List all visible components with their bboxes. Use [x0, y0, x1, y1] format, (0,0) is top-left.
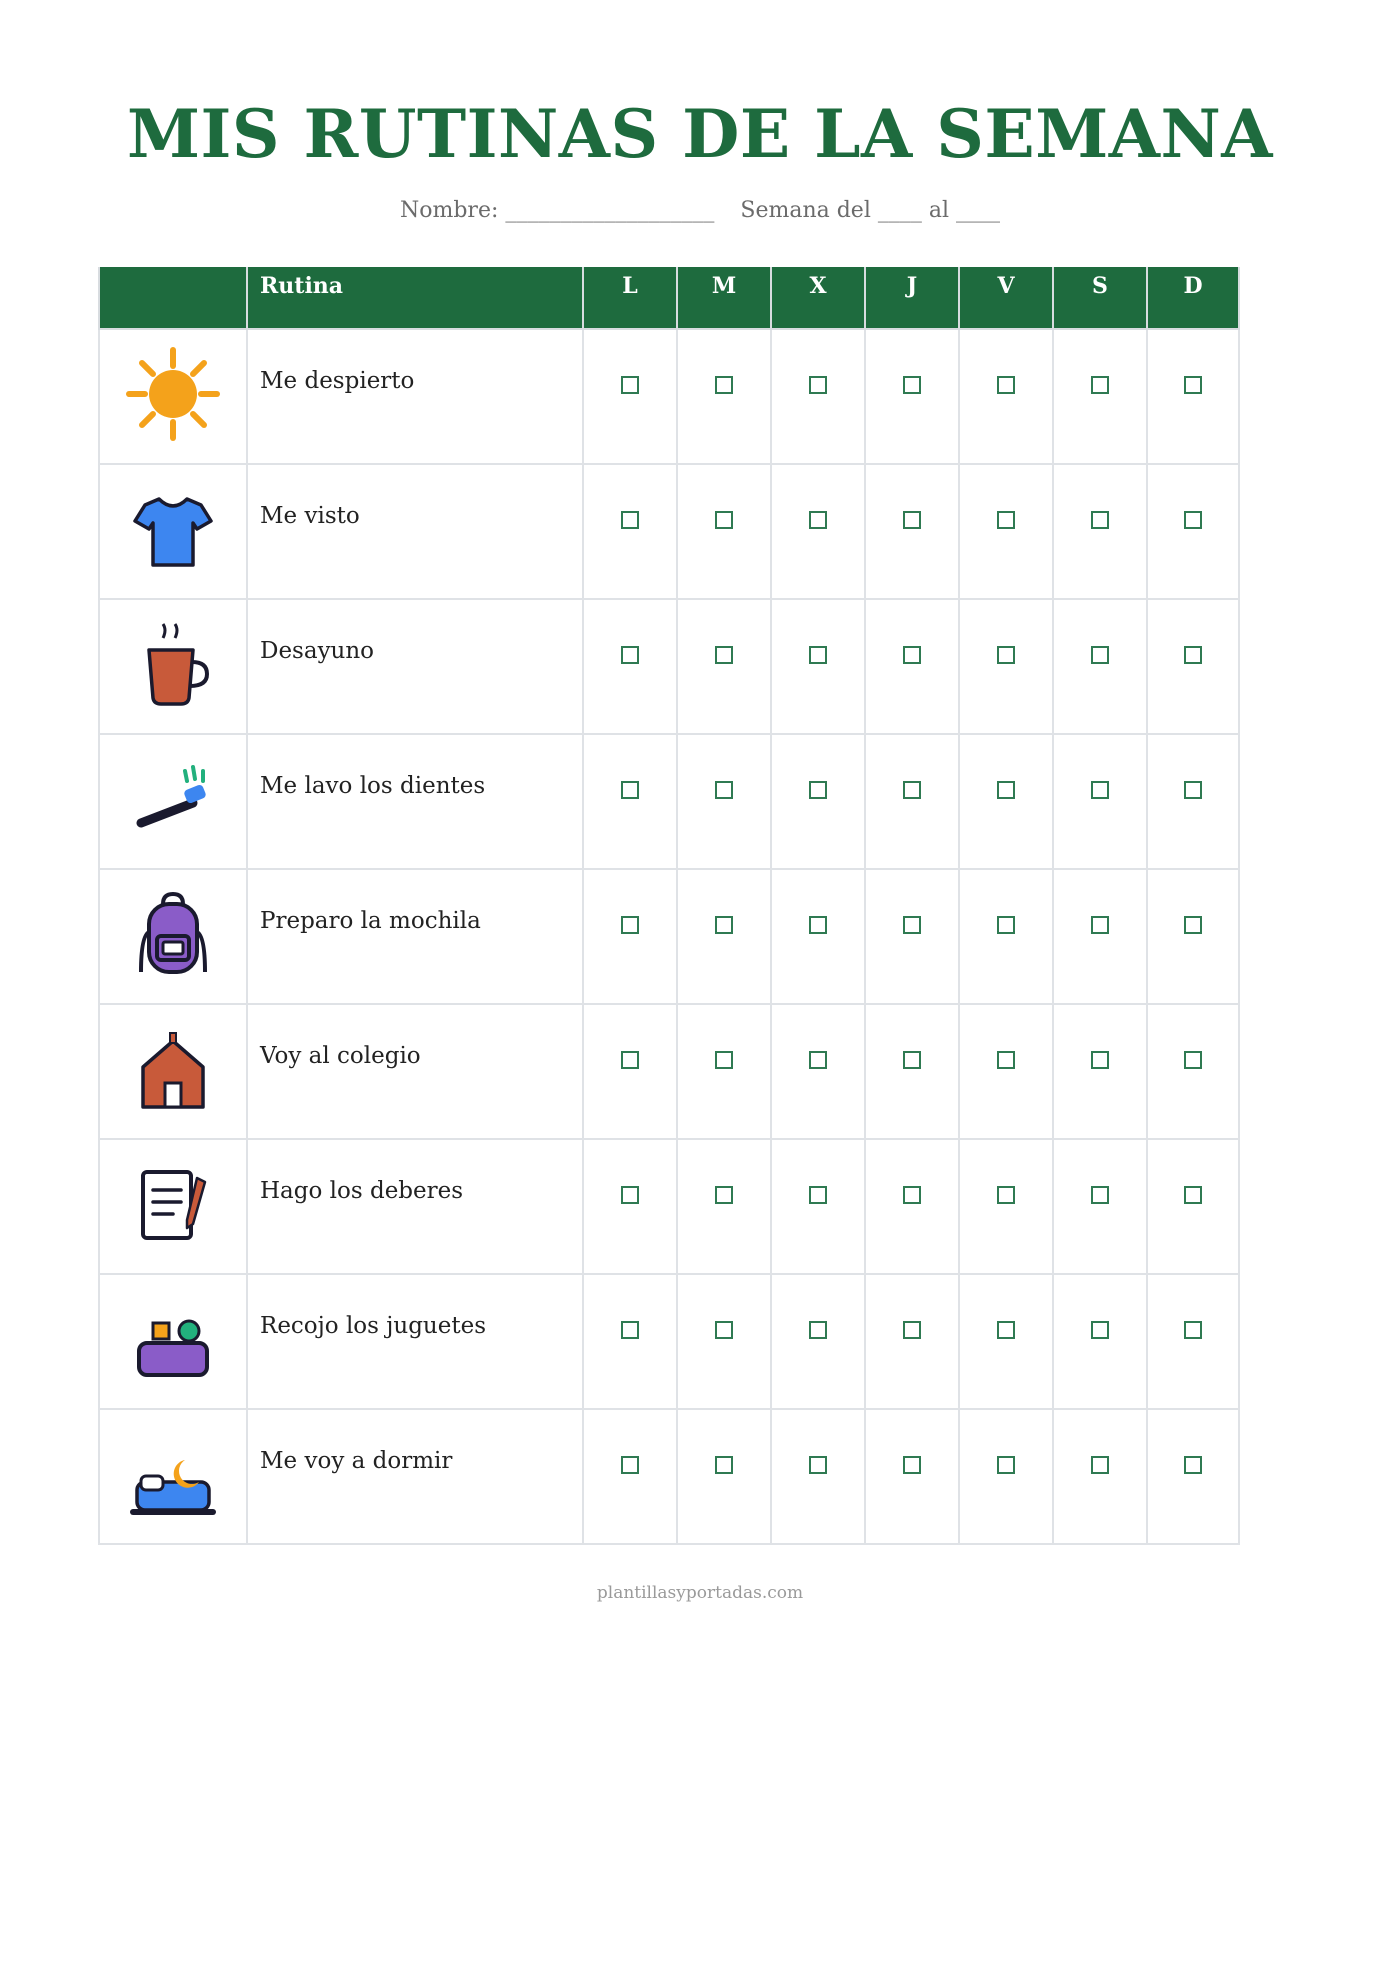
check-cell: [1053, 1139, 1147, 1274]
check-cell: [1053, 464, 1147, 599]
checkbox-v[interactable]: [997, 781, 1015, 799]
check-cell: [1147, 869, 1239, 1004]
checkbox-x[interactable]: [809, 646, 827, 664]
check-cell: [583, 1004, 677, 1139]
checkbox-d[interactable]: [1184, 1456, 1202, 1474]
check-cell: [771, 869, 865, 1004]
check-cell: [1147, 329, 1239, 464]
check-cell: [959, 734, 1053, 869]
table-row: [99, 1274, 1239, 1409]
checkbox-x[interactable]: [809, 1186, 827, 1204]
checkbox-v[interactable]: [997, 646, 1015, 664]
check-cell: [865, 1139, 959, 1274]
checkbox-m[interactable]: [715, 376, 733, 394]
sun-icon: [123, 429, 223, 448]
check-cell: [1053, 869, 1147, 1004]
check-cell: [677, 1409, 771, 1544]
check-cell: [865, 1274, 959, 1409]
check-cell: [677, 329, 771, 464]
check-cell: [959, 1409, 1053, 1544]
check-cell: [771, 329, 865, 464]
checkbox-d[interactable]: [1184, 1321, 1202, 1339]
checkbox-j[interactable]: [903, 1186, 921, 1204]
check-cell: [1053, 329, 1147, 464]
check-cell: [959, 1004, 1053, 1139]
check-cell: [771, 1409, 865, 1544]
checkbox-l[interactable]: [621, 1186, 639, 1204]
check-cell: [583, 1139, 677, 1274]
checkbox-m[interactable]: [715, 781, 733, 799]
check-cell: [677, 1139, 771, 1274]
checkbox-v[interactable]: [997, 1456, 1015, 1474]
checkbox-d[interactable]: [1184, 916, 1202, 934]
icon-cell: [99, 1004, 247, 1139]
check-cell: [865, 464, 959, 599]
icon-column-header: [99, 267, 247, 329]
day-header-l: L: [583, 267, 677, 329]
check-cell: [1053, 1004, 1147, 1139]
checkbox-j[interactable]: [903, 646, 921, 664]
icon-cell: [99, 1409, 247, 1544]
checkbox-l[interactable]: [621, 646, 639, 664]
table-row: [99, 599, 1239, 734]
checkbox-s[interactable]: [1091, 1051, 1109, 1069]
check-cell: [771, 734, 865, 869]
checkbox-d[interactable]: [1184, 1186, 1202, 1204]
routine-label: Hago los deberes: [247, 1139, 583, 1274]
check-cell: [959, 869, 1053, 1004]
checkbox-d[interactable]: [1184, 511, 1202, 529]
homework-icon: [123, 1239, 223, 1258]
check-cell: [959, 329, 1053, 464]
check-cell: [583, 734, 677, 869]
check-cell: [1053, 1409, 1147, 1544]
check-cell: [677, 1004, 771, 1139]
check-cell: [959, 1274, 1053, 1409]
mug-icon: [123, 699, 223, 718]
checkbox-x[interactable]: [809, 376, 827, 394]
checkbox-j[interactable]: [903, 781, 921, 799]
checkbox-l[interactable]: [621, 916, 639, 934]
checkbox-m[interactable]: [715, 916, 733, 934]
check-cell: [583, 1274, 677, 1409]
table-row: [99, 1409, 1239, 1544]
check-cell: [677, 734, 771, 869]
table-header-row: [99, 267, 1239, 329]
routine-label: Me voy a dormir: [247, 1409, 583, 1544]
checkbox-s[interactable]: [1091, 646, 1109, 664]
checkbox-x[interactable]: [809, 781, 827, 799]
checkbox-l[interactable]: [621, 1456, 639, 1474]
checkbox-v[interactable]: [997, 1186, 1015, 1204]
checkbox-s[interactable]: [1091, 511, 1109, 529]
routine-label: Me lavo los dientes: [247, 734, 583, 869]
footer-source: plantillasyportadas.com: [596, 1583, 804, 1603]
check-cell: [1147, 734, 1239, 869]
checkbox-v[interactable]: [997, 1321, 1015, 1339]
icon-cell: [99, 1274, 247, 1409]
bed-icon: [123, 1509, 223, 1528]
table-row: [99, 464, 1239, 599]
check-cell: [677, 1274, 771, 1409]
checkbox-d[interactable]: [1184, 781, 1202, 799]
day-header-j: J: [865, 267, 959, 329]
table-row: [99, 329, 1239, 464]
check-cell: [677, 464, 771, 599]
check-cell: [959, 464, 1053, 599]
backpack-icon: [123, 969, 223, 988]
check-cell: [583, 869, 677, 1004]
table-row: [99, 869, 1239, 1004]
table-row: [99, 1139, 1239, 1274]
checkbox-m[interactable]: [715, 1456, 733, 1474]
check-cell: [1147, 1139, 1239, 1274]
day-header-x: X: [771, 267, 865, 329]
check-cell: [1053, 734, 1147, 869]
check-cell: [583, 1409, 677, 1544]
checkbox-d[interactable]: [1184, 646, 1202, 664]
day-header-m: M: [677, 267, 771, 329]
checkbox-j[interactable]: [903, 376, 921, 394]
checkbox-l[interactable]: [621, 1321, 639, 1339]
checkbox-j[interactable]: [903, 1456, 921, 1474]
check-cell: [583, 329, 677, 464]
routine-label: Me visto: [247, 464, 583, 599]
check-cell: [1147, 464, 1239, 599]
checkbox-x[interactable]: [809, 511, 827, 529]
checkbox-x[interactable]: [809, 1321, 827, 1339]
shirt-icon: [123, 564, 223, 583]
check-cell: [771, 1139, 865, 1274]
checkbox-j[interactable]: [903, 511, 921, 529]
routine-label: Desayuno: [247, 599, 583, 734]
day-header-s: S: [1053, 267, 1147, 329]
checkbox-s[interactable]: [1091, 1186, 1109, 1204]
checkbox-v[interactable]: [997, 916, 1015, 934]
routine-column-header: Rutina: [247, 267, 583, 329]
checkbox-v[interactable]: [997, 376, 1015, 394]
check-cell: [959, 1139, 1053, 1274]
checkbox-j[interactable]: [903, 1051, 921, 1069]
routine-label: Recojo los juguetes: [247, 1274, 583, 1409]
header-fields: [0, 198, 1400, 223]
icon-cell: [99, 1139, 247, 1274]
routines-table: [98, 267, 1240, 1545]
icon-cell: [99, 869, 247, 1004]
check-cell: [677, 599, 771, 734]
icon-cell: [99, 464, 247, 599]
check-cell: [865, 329, 959, 464]
checkbox-s[interactable]: [1091, 1321, 1109, 1339]
checkbox-m[interactable]: [715, 1321, 733, 1339]
checkbox-x[interactable]: [809, 916, 827, 934]
check-cell: [1053, 599, 1147, 734]
checkbox-d[interactable]: [1184, 1051, 1202, 1069]
routine-label: Voy al colegio: [247, 1004, 583, 1139]
icon-cell: [99, 599, 247, 734]
day-header-d: D: [1147, 267, 1239, 329]
school-icon: [123, 1104, 223, 1123]
check-cell: [583, 464, 677, 599]
page-title: MIS RUTINAS DE LA SEMANA: [126, 95, 1274, 173]
check-cell: [1147, 599, 1239, 734]
checkbox-l[interactable]: [621, 376, 639, 394]
table-row: [99, 734, 1239, 869]
name-field[interactable]: Nombre: ___________________: [399, 198, 715, 223]
checkbox-m[interactable]: [715, 646, 733, 664]
check-cell: [1147, 1004, 1239, 1139]
check-cell: [771, 599, 865, 734]
check-cell: [959, 599, 1053, 734]
check-cell: [1147, 1409, 1239, 1544]
check-cell: [865, 1409, 959, 1544]
checkbox-l[interactable]: [621, 781, 639, 799]
check-cell: [1053, 1274, 1147, 1409]
icon-cell: [99, 734, 247, 869]
checkbox-s[interactable]: [1091, 1456, 1109, 1474]
check-cell: [677, 869, 771, 1004]
checkbox-m[interactable]: [715, 511, 733, 529]
checkbox-l[interactable]: [621, 1051, 639, 1069]
checkbox-s[interactable]: [1091, 376, 1109, 394]
check-cell: [1147, 1274, 1239, 1409]
routine-label: Preparo la mochila: [247, 869, 583, 1004]
week-field[interactable]: Semana del ____ al ____: [740, 198, 1000, 223]
checkbox-m[interactable]: [715, 1186, 733, 1204]
check-cell: [771, 1004, 865, 1139]
checkbox-v[interactable]: [997, 1051, 1015, 1069]
toothbrush-icon: [123, 834, 223, 853]
checkbox-s[interactable]: [1091, 916, 1109, 934]
checkbox-j[interactable]: [903, 916, 921, 934]
check-cell: [771, 1274, 865, 1409]
checkbox-l[interactable]: [621, 511, 639, 529]
checkbox-d[interactable]: [1184, 376, 1202, 394]
toys-icon: [123, 1374, 223, 1393]
routine-label: Me despierto: [247, 329, 583, 464]
table-row: [99, 1004, 1239, 1139]
checkbox-m[interactable]: [715, 1051, 733, 1069]
check-cell: [771, 464, 865, 599]
day-header-v: V: [959, 267, 1053, 329]
check-cell: [865, 734, 959, 869]
check-cell: [865, 1004, 959, 1139]
check-cell: [865, 599, 959, 734]
checkbox-x[interactable]: [809, 1456, 827, 1474]
checkbox-j[interactable]: [903, 1321, 921, 1339]
checkbox-v[interactable]: [997, 511, 1015, 529]
icon-cell: [99, 329, 247, 464]
check-cell: [865, 869, 959, 1004]
checkbox-x[interactable]: [809, 1051, 827, 1069]
checkbox-s[interactable]: [1091, 781, 1109, 799]
check-cell: [583, 599, 677, 734]
